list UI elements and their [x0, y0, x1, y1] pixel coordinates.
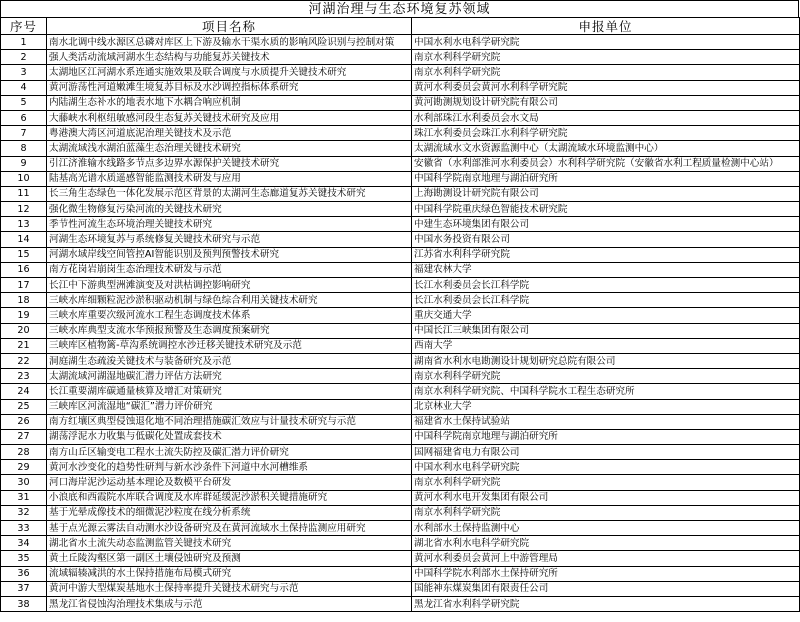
table-row: [1, 186, 800, 201]
project-name: 强化微生物修复污染河流的关键技术研究: [47, 202, 412, 217]
row-number: 5: [1, 95, 47, 110]
applicant-unit: 黑龙江省水利科学研究院: [412, 596, 800, 611]
row-number: 21: [1, 338, 47, 353]
row-number: 3: [1, 65, 47, 80]
header-row: [1, 18, 800, 35]
row-number: 13: [1, 217, 47, 232]
table-row: [1, 323, 800, 338]
project-name: 湖荡浮泥水力收集与低碳化处置成套技术: [47, 429, 412, 444]
table-row: [1, 369, 800, 384]
project-name: 陆基高光谱水质遥感智能监测技术研发与应用: [47, 171, 412, 186]
project-name: 洞庭湖生态疏浚关键技术与装备研究及示范: [47, 353, 412, 368]
project-name: 基于光晕成像技术的细微泥沙粒度在线分析系统: [47, 505, 412, 520]
applicant-unit: 中建生态环境集团有限公司: [412, 217, 800, 232]
row-number: 9: [1, 156, 47, 171]
sheet-title: 河湖治理与生态环境复苏领域: [0, 0, 799, 17]
row-number: 26: [1, 414, 47, 429]
table-row: [1, 384, 800, 399]
table-row: [1, 171, 800, 186]
table-row: [1, 202, 800, 217]
table-row: [1, 65, 800, 80]
project-name: 三峡库区河流湿地“碳汇”潜力评价研究: [47, 399, 412, 414]
row-number: 36: [1, 566, 47, 581]
row-number: 7: [1, 126, 47, 141]
table-row: [1, 308, 800, 323]
project-name: 内陆湖生态补水的地表水地下水耦合响应机制: [47, 95, 412, 110]
applicant-unit: 水利部水土保持监测中心: [412, 521, 800, 536]
row-number: 19: [1, 308, 47, 323]
project-name: 基于点光源云雾法自动测水沙设备研究及在黄河流域水土保持监测应用研究: [47, 521, 412, 536]
table-row: [1, 490, 800, 505]
row-number: 25: [1, 399, 47, 414]
applicant-unit: 江苏省水利科学研究院: [412, 247, 800, 262]
applicant-unit: 珠江水利委员会珠江水利科学研究院: [412, 126, 800, 141]
row-number: 4: [1, 80, 47, 95]
table-row: [1, 126, 800, 141]
table-row: [1, 95, 800, 110]
applicant-unit: 水利部珠江水利委员会水文局: [412, 110, 800, 125]
table-row: [1, 353, 800, 368]
table-row: [1, 536, 800, 551]
row-number: 18: [1, 293, 47, 308]
applicant-unit: 重庆交通大学: [412, 308, 800, 323]
project-name: 粤港澳大湾区河道底泥治理关键技术及示范: [47, 126, 412, 141]
row-number: 14: [1, 232, 47, 247]
project-name: 季节性河流生态环境治理关键技术研究: [47, 217, 412, 232]
applicant-unit: 中国长江三峡集团有限公司: [412, 323, 800, 338]
table-row: [1, 414, 800, 429]
project-name: 三峡水库重要次级河流水工程生态调度技术体系: [47, 308, 412, 323]
project-name: 小浪底和西霞院水库联合调度及水库群延缓泥沙淤积关键措施研究: [47, 490, 412, 505]
applicant-unit: 南京水利科学研究院: [412, 475, 800, 490]
table-row: [1, 80, 800, 95]
header-applicant-unit: 申报单位: [412, 18, 800, 35]
table-row: [1, 232, 800, 247]
applicant-unit: 中国水利水电科学研究院: [412, 35, 800, 50]
project-name: 长江中下游典型洲滩演变及对洪枯调控影响研究: [47, 278, 412, 293]
table-row: [1, 581, 800, 596]
row-number: 33: [1, 521, 47, 536]
row-number: 34: [1, 536, 47, 551]
table-row: [1, 293, 800, 308]
row-number: 11: [1, 186, 47, 201]
applicant-unit: 黄河勘测规划设计研究院有限公司: [412, 95, 800, 110]
project-name: 太湖地区江河湖水系连通实施效果及联合调度与水质提升关键技术研究: [47, 65, 412, 80]
table-row: [1, 278, 800, 293]
applicant-unit: 黄河水利委员会黄河上中游管理局: [412, 551, 800, 566]
row-number: 6: [1, 110, 47, 125]
applicant-unit: 中国科学院南京地理与湖泊研究所: [412, 429, 800, 444]
table-row: [1, 551, 800, 566]
projects-table: [0, 17, 800, 612]
row-number: 35: [1, 551, 47, 566]
project-name: 三峡水库细颗粒泥沙淤积驱动机制与绿色综合利用关键技术研究: [47, 293, 412, 308]
applicant-unit: 中国科学院水利部水土保持研究所: [412, 566, 800, 581]
applicant-unit: 长江水利委员会长江科学院: [412, 278, 800, 293]
applicant-unit: 国网福建省电力有限公司: [412, 445, 800, 460]
project-name: 强人类活动流域河湖水生态结构与功能复苏关键技术: [47, 50, 412, 65]
row-number: 20: [1, 323, 47, 338]
project-name: 大藤峡水利枢纽敏感河段生态复苏关键技术研究及应用: [47, 110, 412, 125]
project-name: 河湖水域岸线空间管控AI智能识别及预判预警技术研究: [47, 247, 412, 262]
table-row: [1, 445, 800, 460]
table-row: [1, 475, 800, 490]
table-row: [1, 505, 800, 520]
applicant-unit: 黄河水利水电开发集团有限公司: [412, 490, 800, 505]
row-number: 28: [1, 445, 47, 460]
applicant-unit: 中国科学院重庆绿色智能技术研究院: [412, 202, 800, 217]
applicant-unit: 上海勘测设计研究院有限公司: [412, 186, 800, 201]
applicant-unit: 福建省水土保持试验站: [412, 414, 800, 429]
applicant-unit: 湖南省水利水电勘测设计规划研究总院有限公司: [412, 353, 800, 368]
applicant-unit: 福建农林大学: [412, 262, 800, 277]
row-number: 29: [1, 460, 47, 475]
table-row: [1, 338, 800, 353]
applicant-unit: 中国水务投资有限公司: [412, 232, 800, 247]
project-name: 黄河游荡性河道嫩滩生境复苏目标及水沙调控指标体系研究: [47, 80, 412, 95]
table-row: [1, 247, 800, 262]
applicant-unit: 中国水利水电科学研究院: [412, 460, 800, 475]
table-row: [1, 110, 800, 125]
project-name: 南方花岗岩崩岗生态治理技术研发与示范: [47, 262, 412, 277]
project-name: 引江济淮输水线路多节点多边界水源保护关键技术研究: [47, 156, 412, 171]
applicant-unit: 中国科学院南京地理与湖泊研究所: [412, 171, 800, 186]
table-row: [1, 156, 800, 171]
row-number: 15: [1, 247, 47, 262]
applicant-unit: 长江水利委员会长江科学院: [412, 293, 800, 308]
project-name: 黄河水沙变化的趋势性研判与新水沙条件下河道中水河槽维系: [47, 460, 412, 475]
row-number: 8: [1, 141, 47, 156]
applicant-unit: 西南大学: [412, 338, 800, 353]
row-number: 23: [1, 369, 47, 384]
table-row: [1, 399, 800, 414]
row-number: 37: [1, 581, 47, 596]
applicant-unit: 南京水利科学研究院: [412, 65, 800, 80]
project-name: 南方山丘区输变电工程水土流失防控及碳汇潜力评价研究: [47, 445, 412, 460]
row-number: 27: [1, 429, 47, 444]
project-name: 湖北省水土流失动态监测监管关键技术研究: [47, 536, 412, 551]
project-name: 河口海岸泥沙运动基本理论及数模平台研发: [47, 475, 412, 490]
row-number: 22: [1, 353, 47, 368]
project-name: 黄土丘陵沟壑区第一副区土壤侵蚀研究及预测: [47, 551, 412, 566]
table-row: [1, 596, 800, 611]
project-name: 太湖流域浅水湖泊蓝藻生态治理关键技术研究: [47, 141, 412, 156]
project-name: 长江重要湖库碳通量核算及增汇对策研究: [47, 384, 412, 399]
row-number: 1: [1, 35, 47, 50]
header-project-name: 项目名称: [47, 18, 412, 35]
table-row: [1, 217, 800, 232]
row-number: 24: [1, 384, 47, 399]
table-row: [1, 262, 800, 277]
row-number: 30: [1, 475, 47, 490]
project-name: 河湖生态环境复苏与系统修复关键技术研究与示范: [47, 232, 412, 247]
project-name: 黑龙江省侵蚀沟治理技术集成与示范: [47, 596, 412, 611]
row-number: 12: [1, 202, 47, 217]
table-row: [1, 521, 800, 536]
applicant-unit: 黄河水利委员会黄河水利科学研究院: [412, 80, 800, 95]
applicant-unit: 湖北省水利水电科学研究院: [412, 536, 800, 551]
row-number: 2: [1, 50, 47, 65]
row-number: 31: [1, 490, 47, 505]
row-number: 17: [1, 278, 47, 293]
project-name: 南水北调中线水源区总磷对库区上下游及输水干渠水质的影响风险识别与控制对策: [47, 35, 412, 50]
project-name: 黄河中游大型煤炭基地水土保持率提升关键技术研究与示范: [47, 581, 412, 596]
table-body: [1, 35, 800, 612]
row-number: 38: [1, 596, 47, 611]
table-row: [1, 460, 800, 475]
project-name: 三峡水库典型支流水华预报预警及生态调度预案研究: [47, 323, 412, 338]
row-number: 16: [1, 262, 47, 277]
project-name: 流域辐辏减洪的水土保持措施布局模式研究: [47, 566, 412, 581]
table-row: [1, 50, 800, 65]
applicant-unit: 北京林业大学: [412, 399, 800, 414]
applicant-unit: 南京水利科学研究院: [412, 369, 800, 384]
applicant-unit: 安徽省（水利部淮河水利委员会）水利科学研究院（安徽省水利工程质量检测中心站）: [412, 156, 800, 171]
applicant-unit: 太湖流域水文水资源监测中心（太湖流域水环境监测中心）: [412, 141, 800, 156]
applicant-unit: 南京水利科学研究院: [412, 50, 800, 65]
project-name: 南方红壤区典型侵蚀退化地不同治理措施碳汇效应与计量技术研究与示范: [47, 414, 412, 429]
row-number: 10: [1, 171, 47, 186]
row-number: 32: [1, 505, 47, 520]
header-no: 序号: [1, 18, 47, 35]
project-name: 太湖流域河湖湿地碳汇潜力评估方法研究: [47, 369, 412, 384]
project-name: 长三角生态绿色一体化发展示范区背景的太湖河生态廊道复苏关键技术研究: [47, 186, 412, 201]
applicant-unit: 南京水利科学研究院、中国科学院水工程生态研究所: [412, 384, 800, 399]
applicant-unit: 国能神东煤炭集团有限责任公司: [412, 581, 800, 596]
project-name: 三峡库区植物篱-草沟系统调控水沙迁移关键技术研究及示范: [47, 338, 412, 353]
table-row: [1, 141, 800, 156]
table-row: [1, 429, 800, 444]
applicant-unit: 南京水利科学研究院: [412, 505, 800, 520]
table-row: [1, 566, 800, 581]
table-row: [1, 35, 800, 50]
